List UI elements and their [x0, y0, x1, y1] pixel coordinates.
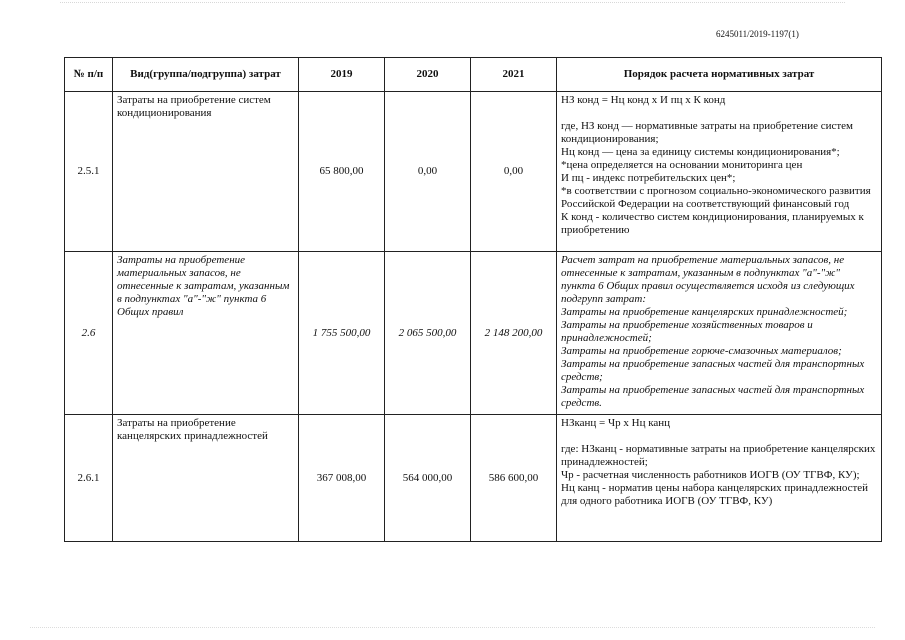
header-2021: 2021	[471, 58, 557, 92]
table-row	[65, 92, 882, 252]
header-2020: 2020	[385, 58, 471, 92]
calc-line: К конд - количество систем кондиционирования, планируемых к приобретению	[561, 211, 864, 236]
row-calc-method	[557, 252, 882, 415]
row-value-2019: 367 008,00	[299, 415, 385, 542]
calc-line: Нц канц - норматив цены набора канцелярских принадлежностей для одного работника ИОГВ (ОУ ТГВФ, КУ)	[561, 482, 869, 507]
row-value-2019: 1 755 500,00	[299, 252, 385, 415]
row-value-2021: 0,00	[471, 92, 557, 252]
row-calc-method	[557, 92, 882, 252]
calc-line: Нц конд — цена за единицу системы кондиционирования*;	[561, 146, 840, 158]
calc-line: Затраты на приобретение хозяйственных товаров и принадлежностей;	[561, 319, 813, 344]
row-calc-method	[557, 415, 882, 542]
calc-line: где, НЗ конд — нормативные затраты на приобретение систем кондиционирования;	[561, 120, 854, 145]
calc-line: где: НЗканц - нормативные затраты на приобретение канцелярских принадлежностей;	[561, 443, 876, 468]
row-value-2020: 564 000,00	[385, 415, 471, 542]
calc-line: *цена определяется на основании мониторинга цен	[561, 159, 803, 171]
calc-line: Затраты на приобретение запасных частей для транспортных средств.	[561, 384, 865, 409]
calc-line: Затраты на приобретение канцелярских принадлежностей;	[561, 306, 848, 318]
row-cost-type: Затраты на приобретение систем кондиционирования	[113, 92, 299, 252]
header-name: Вид(группа/подгруппа) затрат	[113, 58, 299, 92]
header-2019: 2019	[299, 58, 385, 92]
scan-artifact-bottom	[30, 627, 875, 632]
table-header-row	[65, 58, 882, 92]
row-cost-type: Затраты на приобретение канцелярских принадлежностей	[113, 415, 299, 542]
row-value-2021: 2 148 200,00	[471, 252, 557, 415]
header-calc: Порядок расчета нормативных затрат	[557, 58, 882, 92]
calc-formula: НЗканц = Чр х Нц канц	[561, 417, 671, 429]
calc-line: Затраты на приобретение горюче-смазочных материалов;	[561, 345, 842, 357]
row-number: 2.5.1	[65, 92, 113, 252]
scan-artifact-top	[60, 2, 845, 7]
document-number: 6245011/2019-1197(1)	[716, 29, 799, 39]
row-cost-type: Затраты на приобретение материальных запасов, не отнесенные к затратам, указанным в подпунктах "а"-"ж" пункта 6 Общих правил	[113, 252, 299, 415]
row-value-2021: 586 600,00	[471, 415, 557, 542]
row-number: 2.6	[65, 252, 113, 415]
row-value-2020: 0,00	[385, 92, 471, 252]
row-value-2020: 2 065 500,00	[385, 252, 471, 415]
calc-line: Затраты на приобретение запасных частей для транспортных средств;	[561, 358, 865, 383]
calc-line: Чр - расчетная численность работников ИОГВ (ОУ ТГВФ, КУ);	[561, 469, 860, 481]
costs-table	[64, 57, 882, 542]
calc-line: И пц - индекс потребительских цен*;	[561, 172, 736, 184]
calc-line: Расчет затрат на приобретение материальных запасов, не отнесенные к затратам, указанным в подпунктах "а"-"ж" пункта 6 Общих правил осуществляется исходя из следующих подгрупп затрат:	[561, 254, 855, 305]
calc-formula: НЗ конд = Нц конд х И пц х К конд	[561, 94, 726, 106]
header-num: № п/п	[65, 58, 113, 92]
row-number: 2.6.1	[65, 415, 113, 542]
row-value-2019: 65 800,00	[299, 92, 385, 252]
table-row	[65, 415, 882, 542]
table-row	[65, 252, 882, 415]
calc-line: *в соответствии с прогнозом социально-экономического развития Российской Федерации на соответствующий финансовый год	[561, 185, 871, 210]
